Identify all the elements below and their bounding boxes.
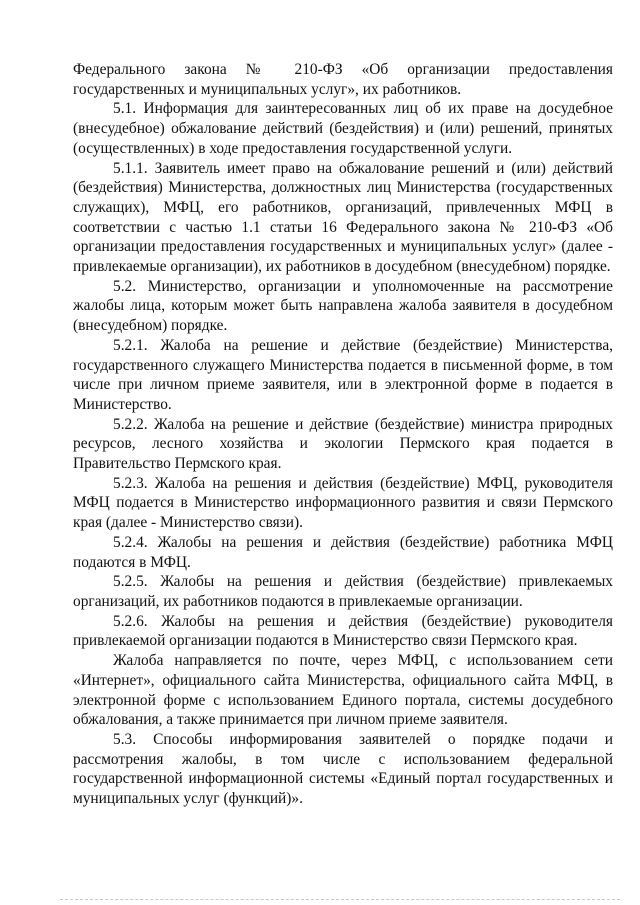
- paragraph-continuation: Федерального закона № 210-ФЗ «Об организации предоставления государственных и муниципальных услуг», их работников.: [73, 61, 613, 98]
- paragraph-5-2-3: 5.2.3. Жалоба на решения и действия (бездействие) МФЦ, руководителя МФЦ подается в Министерство информационного развития и связи Пермского края (далее - Министерство связи).: [73, 474, 613, 532]
- paragraph-5-2: 5.2. Министерство, организации и уполномоченные на рассмотрение жалобы лица, которым может быть направлена жалоба заявителя в досудебном (внесудебном) порядке.: [73, 277, 613, 335]
- page-bottom-edge: [60, 899, 620, 900]
- document-body: [73, 60, 613, 809]
- paragraph-5-2-1: 5.2.1. Жалоба на решение и действие (бездействие) Министерства, государственного служащего Министерства подается в письменной форме, в том числе при личном приеме заявителя, или в электронной форме в подается в Министерство.: [73, 336, 613, 413]
- paragraph-5-1-1: 5.1.1. Заявитель имеет право на обжалование решений и (или) действий (бездействия) Министерства, должностных лиц Министерства (государственных служащих), МФЦ, его работников, организаций, привлеченных МФЦ в соответствии с частью 1.1 статьи 16 Федерального закона № 210-ФЗ «Об организации предоставления государственных и муниципальных услуг» (далее - привлекаемые организации), их работников в досудебном (внесудебном) порядке.: [73, 159, 613, 276]
- paragraph-5-2-5: 5.2.5. Жалобы на решения и действия (бездействие) привлекаемых организаций, их работников подаются в привлекаемые организации.: [73, 573, 613, 610]
- paragraph-complaint-channels: Жалоба направляется по почте, через МФЦ, с использованием сети «Интернет», официального сайта Министерства, официального сайта МФЦ, в электронной форме с использованием Единого портала, системы досудебного обжалования, а также принимается при личном приеме заявителя.: [73, 652, 613, 729]
- paragraph-5-3: 5.3. Способы информирования заявителей о порядке подачи и рассмотрения жалобы, в том числе с использованием федеральной государственной информационной системы «Единый портал государственных и муниципальных услуг (функций)».: [73, 730, 613, 808]
- paragraph-5-2-2: 5.2.2. Жалоба на решение и действие (бездействие) министра природных ресурсов, лесного хозяйства и экологии Пермского края подается в Правительство Пермского края.: [73, 415, 613, 473]
- paragraph-5-2-4: 5.2.4. Жалобы на решения и действия (бездействие) работника МФЦ подаются в МФЦ.: [73, 533, 613, 571]
- paragraph-5-1: 5.1. Информация для заинтересованных лиц об их праве на досудебное (внесудебное) обжалование действий (бездействия) и (или) решений, принятых (осуществленных) в ходе предоставления государственной услуги.: [73, 100, 613, 157]
- paragraph-5-2-6: 5.2.6. Жалобы на решения и действия (бездействие) руководителя привлекаемой организации подаются в Министерство связи Пермского края.: [73, 612, 613, 650]
